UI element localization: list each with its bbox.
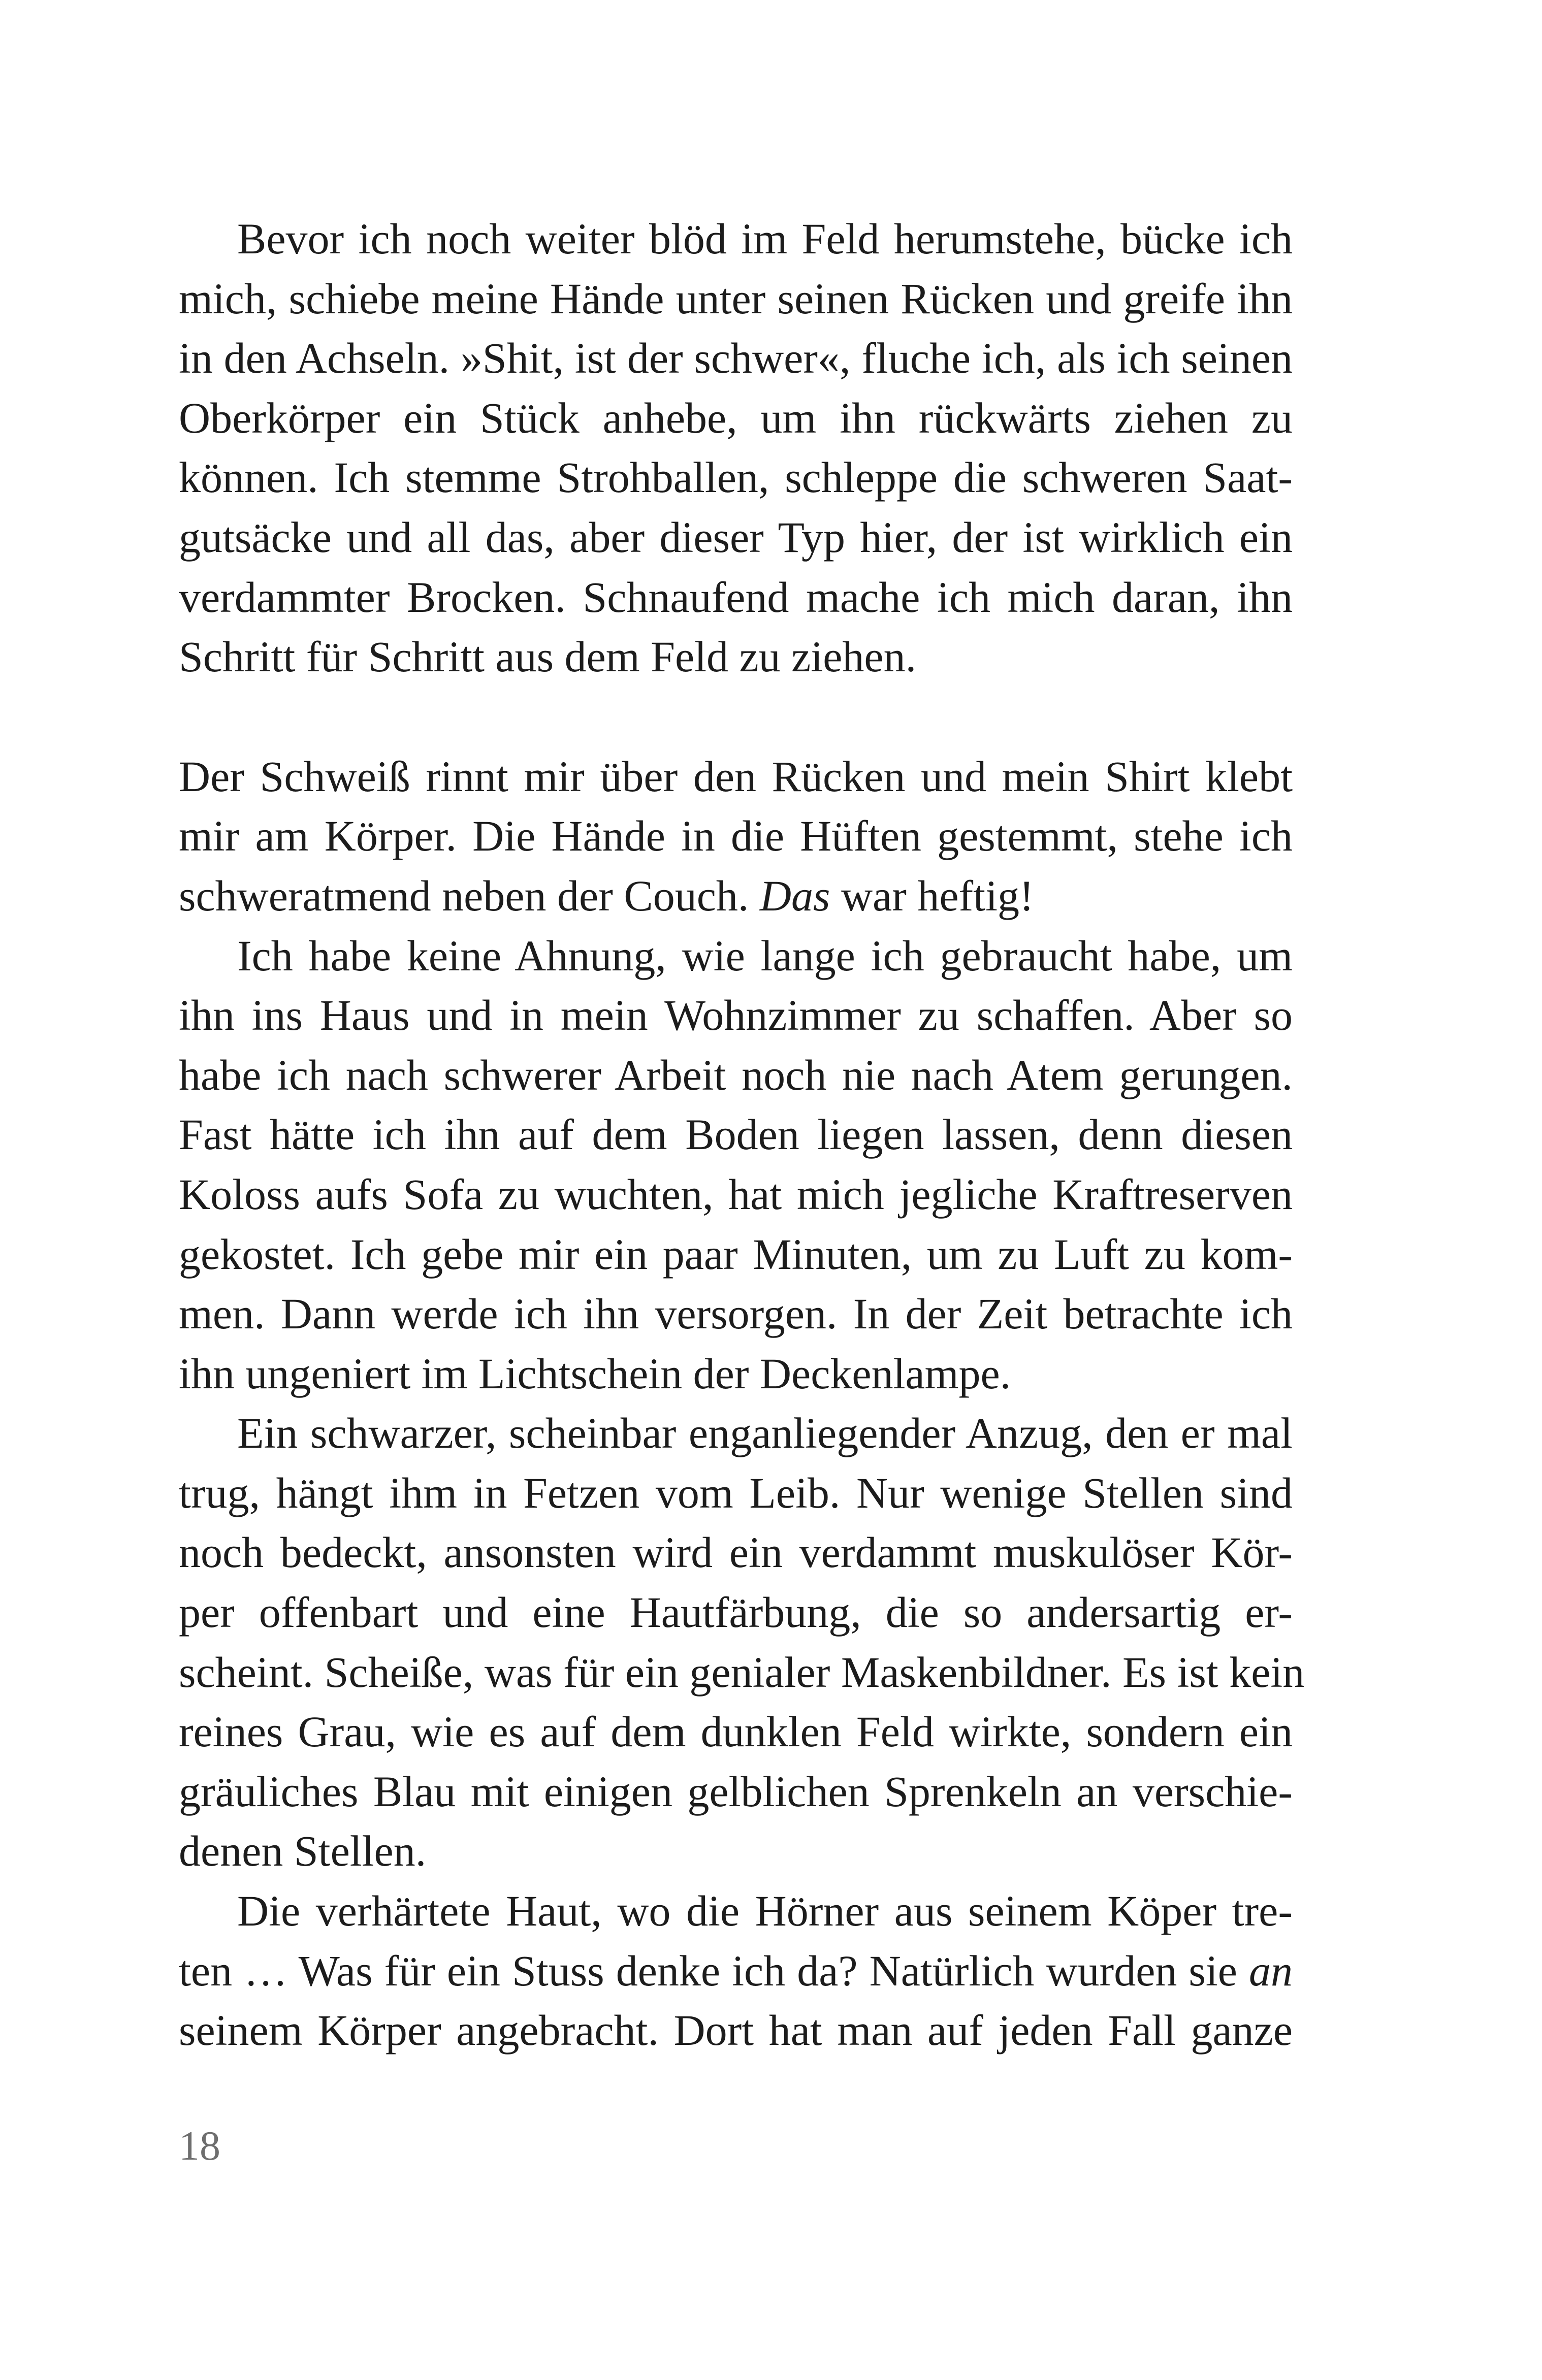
text-line: trug, hängt ihm in Fetzen vom Leib. Nur wenige Stellen sind <box>179 1468 1293 1517</box>
text-line <box>179 866 1293 926</box>
text-line: Fast hätte ich ihn auf dem Boden liegen lassen, denn diesen <box>179 1110 1293 1159</box>
paragraph <box>179 209 1293 687</box>
text-line: Ein schwarzer, scheinbar enganliegender Anzug, den er mal <box>237 1409 1293 1458</box>
text-line: ihn ungeniert im Lichtschein der Deckenlampe. <box>179 1349 1011 1398</box>
text-line: können. Ich stemme Strohballen, schleppe die schweren Saat- <box>179 453 1293 502</box>
text-line: per offenbart und eine Hautfärbung, die so andersartig er- <box>179 1588 1293 1637</box>
paragraph <box>179 747 1293 926</box>
text-line: denen Stellen. <box>179 1827 427 1876</box>
text-line: noch bedeckt, ansonsten wird ein verdammt muskulöser Kör- <box>179 1528 1293 1577</box>
text-line: gutsäcke und all das, aber dieser Typ hier, der ist wirklich ein <box>179 512 1293 562</box>
text-line: Bevor ich noch weiter blöd im Feld herumstehe, bücke ich <box>237 214 1293 263</box>
text-line: Der Schweiß rinnt mir über den Rücken und mein Shirt klebt <box>179 752 1293 801</box>
text-line: men. Dann werde ich ihn versorgen. In der Zeit betrachte ich <box>179 1289 1293 1339</box>
section-break <box>179 687 1293 747</box>
text-line: Ich habe keine Ahnung, wie lange ich gebraucht habe, um <box>237 931 1293 980</box>
body-text <box>179 209 1305 2061</box>
text-run: war heftig! <box>830 871 1034 920</box>
text-line: Schritt für Schritt aus dem Feld zu ziehen. <box>179 632 917 681</box>
text-line: habe ich nach schwerer Arbeit noch nie nach Atem gerungen. <box>179 1050 1293 1099</box>
paragraph <box>179 1881 1293 2061</box>
text-line: gräuliches Blau mit einigen gelblichen Sprenkeln an verschie- <box>179 1767 1293 1816</box>
text-line <box>179 1941 1293 2001</box>
text-run: schweratmend neben der Couch. <box>179 871 760 920</box>
text-line: Oberkörper ein Stück anhebe, um ihn rückwärts ziehen zu <box>179 393 1293 442</box>
text-line: mir am Körper. Die Hände in die Hüften gestemmt, stehe ich <box>179 811 1293 861</box>
text-line: ihn ins Haus und in mein Wohnzimmer zu schaffen. Aber so <box>179 991 1293 1040</box>
text-line: gekostet. Ich gebe mir ein paar Minuten, um zu Luft zu kom- <box>179 1229 1293 1279</box>
italic-text: an <box>1249 1946 1293 1995</box>
text-line: Die verhärtete Haut, wo die Hörner aus seinem Köper tre- <box>237 1886 1293 1936</box>
paragraph <box>179 1404 1305 1881</box>
text-line: verdammter Brocken. Schnaufend mache ich mich daran, ihn <box>179 572 1293 622</box>
text-line: reines Grau, wie es auf dem dunklen Feld wirkte, sondern ein <box>179 1707 1293 1756</box>
italic-text: Das <box>759 871 830 920</box>
page-number: 18 <box>179 2123 220 2169</box>
text-line: mich, schiebe meine Hände unter seinen Rücken und greife ihn <box>179 274 1293 323</box>
text-run: ten … Was für ein Stuss denke ich da? Natürlich wurden sie <box>179 1946 1249 1995</box>
text-line: Koloss aufs Sofa zu wuchten, hat mich jegliche Kraftreserven <box>179 1169 1293 1219</box>
text-line: scheint. Scheiße, was für ein genialer Maskenbildner. Es ist kein <box>179 1647 1305 1697</box>
paragraph <box>179 926 1293 1404</box>
text-line: in den Achseln. »Shit, ist der schwer«, fluche ich, als ich seinen <box>179 334 1293 383</box>
text-line: seinem Körper angebracht. Dort hat man auf jeden Fall ganze <box>179 2006 1293 2055</box>
